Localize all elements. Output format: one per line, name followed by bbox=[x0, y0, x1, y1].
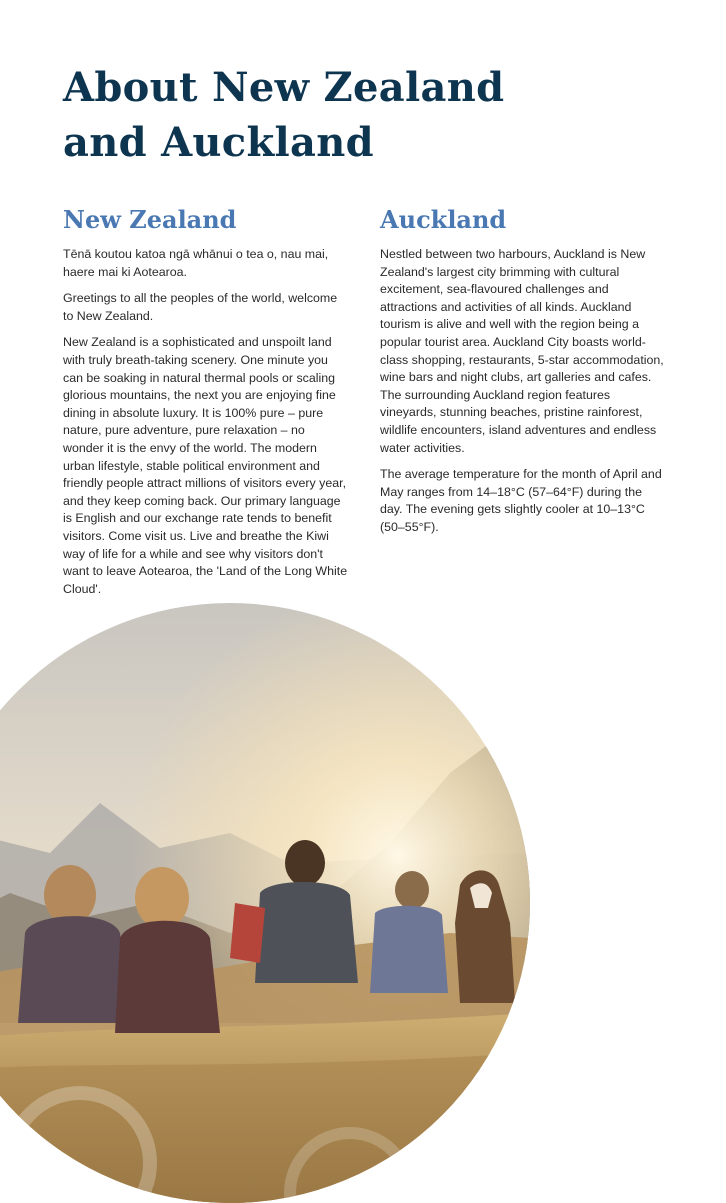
auckland-heading: Auckland bbox=[380, 205, 507, 234]
nz-paragraph-description: New Zealand is a sophisticated and unspoilt land with truly breath-taking scenery. One minute you can be soaking in natural thermal pools or scaling glorious mountains, the next you are enjoying fine dining in absolute luxury. It is 100% pure – pure nature, pure adventure, pure relaxation – no wonder it is the envy of the world. The modern urban lifestyle, stable political environment and friendly people attract millions of visitors every year, and they keep coming back. Our primary language is English and our exchange rate tends to benefit visitors. Come visit us. Live and breathe the Kiwi way of life for a while and see why visitors don't want to leave Aotearoa, the 'Land of the Long White Cloud'. bbox=[63, 335, 348, 596]
page-title: About New Zealand and Auckland bbox=[63, 64, 505, 166]
family-mountain-sunset-photo bbox=[0, 603, 530, 1203]
auckland-paragraph-description: Nestled between two harbours, Auckland is New Zealand's largest city brimming with cultural excitement, sea-flavoured challenges and attractions and activities of all kinds. Auckland tourism is alive and well with the region being a popular tourist area. Auckland City boasts world-class shopping, restaurants, 5-star accommodation, wine bars and night clubs, art galleries and cafes. The surrounding Auckland region features vineyards, stunning beaches, pristine rainforest, wildlife encounters, island adventures and endless water activities. bbox=[380, 247, 664, 455]
nz-paragraph-greeting-english: Greetings to all the peoples of the world, welcome to New Zealand. bbox=[63, 291, 338, 323]
photo-illustration bbox=[0, 603, 530, 1203]
nz-paragraph-greeting-maori: Tēnā koutou katoa ngā whānui o tea o, nau mai, haere mai ki Aotearoa. bbox=[63, 247, 329, 279]
auckland-paragraph-temperature: The average temperature for the month of April and May ranges from 14–18°C (57–64°F) during the day. The evening gets slightly cooler at 10–13°C (50–55°F). bbox=[380, 467, 662, 534]
new-zealand-section bbox=[63, 200, 348, 607]
new-zealand-heading: New Zealand bbox=[63, 205, 237, 234]
auckland-section bbox=[380, 200, 665, 546]
